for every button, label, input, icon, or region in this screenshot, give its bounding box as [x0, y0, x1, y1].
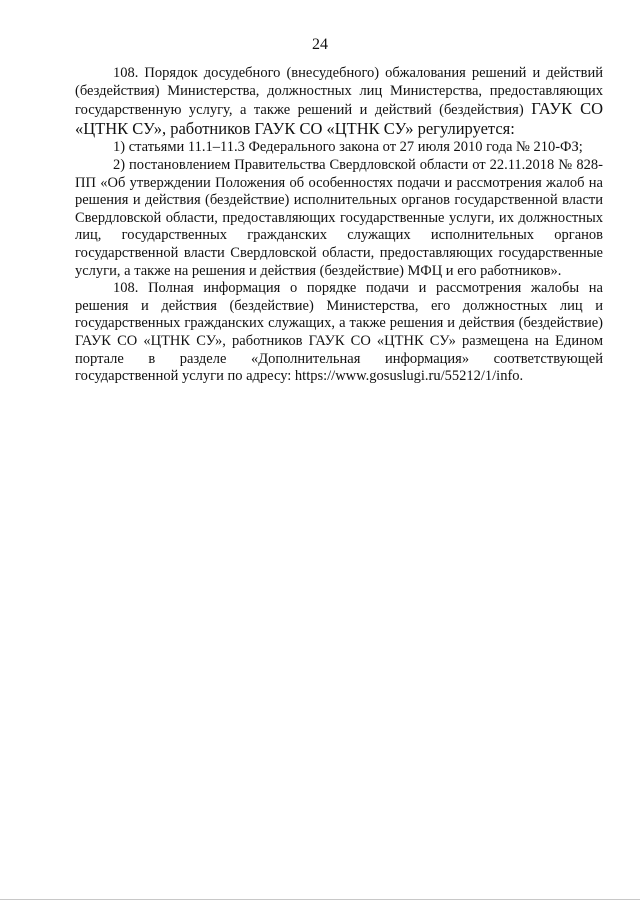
paragraph-appeal-procedure: [75, 65, 603, 139]
paragraph-appeal-procedure-text: 108. Порядок досудебного (внесудебного) обжалования решений и действий (бездействия) Министерства, должностных лиц Министерства, предоставляющих государственную услугу, а также решений и действий (бездействия): [75, 65, 603, 119]
document-body: [75, 65, 603, 386]
page-bottom-divider: [0, 899, 640, 900]
page-number: 24: [312, 36, 328, 53]
paragraph-appeal-procedure-tail: ГАУК СО «ЦТНК СУ», работников ГАУК СО «ЦТНК СУ» регулируется:: [75, 99, 603, 138]
paragraph-full-information: [75, 280, 603, 386]
paragraph-full-information-text: 108. Полная информация о порядке подачи и рассмотрения жалобы на решения и действия (бездействие) Министерства, его должностных лиц и государственных гражданских служащих, а также решения и действия (бездействие) ГАУК СО «ЦТНК СУ», работников ГАУК СО «ЦТНК СУ» размещена на Едином портале в разделе «Дополнительная информация» соответствующей государственной услуги по адресу:: [75, 280, 603, 385]
paragraph-government-resolution: 2) постановлением Правительства Свердловской области от 22.11.2018 № 828-ПП «Об утверждении Положения об особенностях подачи и рассмотрения жалоб на решения и действия (бездействие) исполнительных органов государственной власти Свердловской области, предоставляющих государственные услуги, их должностных лиц, государственных гражданских служащих исполнительных органов государственной власти Свердловской области, предоставляющих государственные услуги, а также на решения и действия (бездействие) МФЦ и его работников».: [75, 156, 603, 279]
gosuslugi-link[interactable]: https://www.gosuslugi.ru/55212/1/info.: [294, 368, 524, 385]
paragraph-federal-law: 1) статьями 11.1–11.3 Федерального закона от 27 июля 2010 года № 210-ФЗ;: [113, 139, 583, 156]
